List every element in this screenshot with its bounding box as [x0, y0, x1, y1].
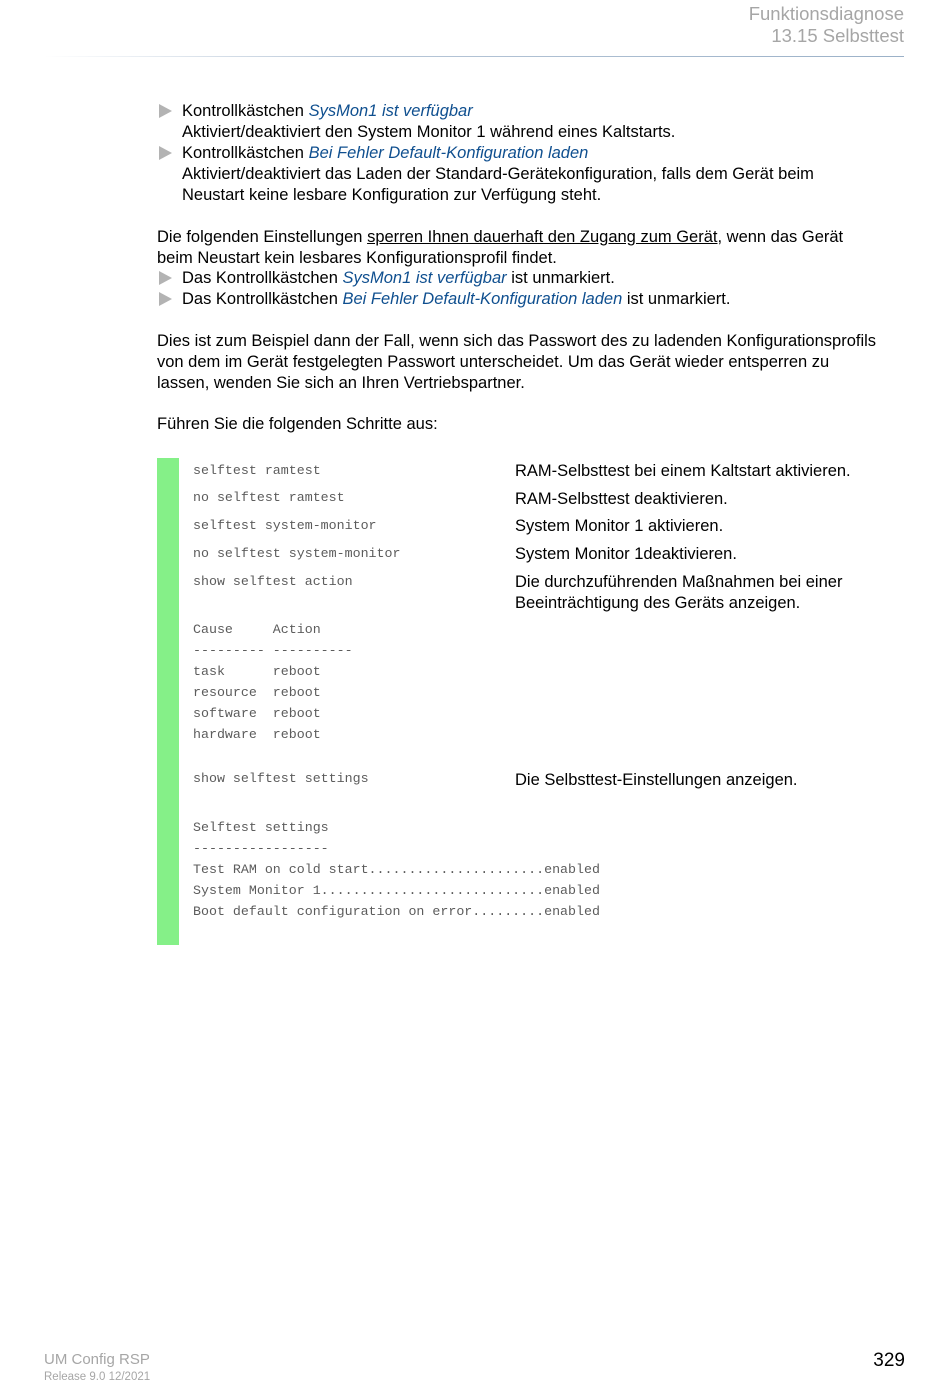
page-number: 329 [873, 1350, 905, 1371]
output-line: Test RAM on cold start......................enabled [193, 862, 600, 877]
output-line: hardware reboot [193, 727, 321, 742]
paragraph-line: von dem im Gerät festgelegten Passwort unterscheidet. Um das Gerät wieder entsperren zu [157, 353, 830, 371]
item-suffix: ist unmarkiert. [622, 290, 731, 308]
bullet-arrow-icon [159, 292, 172, 306]
bullet-prefix: Kontrollkästchen [182, 102, 309, 120]
output-line: Cause Action [193, 622, 321, 637]
paragraph-line: Dies ist zum Beispiel dann der Fall, wenn sich das Passwort des zu ladenden Konfigurationsprofils [157, 332, 877, 350]
bullet-arrow-icon [159, 271, 172, 285]
command-description: RAM-Selbsttest bei einem Kaltstart aktivieren. [515, 462, 851, 480]
bullet-term: Bei Fehler Default-Konfiguration laden [308, 144, 589, 162]
command-description: System Monitor 1 aktivieren. [515, 517, 724, 535]
header-section: 13.15 Selbsttest [771, 25, 904, 46]
footer-doc-title: UM Config RSP [44, 1351, 150, 1368]
output-line: System Monitor 1............................enabled [193, 883, 600, 898]
warning-line: beim Neustart kein lesbares Konfigurationsprofil findet. [157, 249, 557, 267]
command: show selftest action [193, 574, 353, 589]
output-line: Selftest settings [193, 820, 329, 835]
bullet-desc-line: Aktiviert/deaktiviert das Laden der Standard-Gerätekonfiguration, falls dem Gerät beim [182, 165, 814, 183]
output-line: task reboot [193, 664, 321, 679]
footer-release: Release 9.0 12/2021 [44, 1371, 151, 1383]
paragraph-line: lassen, wenden Sie sich an Ihren Vertriebspartner. [157, 374, 525, 392]
command-description: Die durchzuführenden Maßnahmen bei einer [515, 573, 843, 591]
output-line: --------- ---------- [193, 643, 353, 658]
command-description: System Monitor 1deaktivieren. [515, 545, 737, 563]
item-term: Bei Fehler Default-Konfiguration laden [342, 290, 623, 308]
warning-item [182, 268, 615, 289]
warning-line [157, 227, 843, 248]
warning-underlined: sperren Ihnen dauerhaft den Zugang zum Gerät [367, 228, 718, 246]
bullet-prefix: Kontrollkästchen [182, 144, 309, 162]
bullet-desc-line: Aktiviert/deaktiviert den System Monitor 1 während eines Kaltstarts. [182, 123, 676, 141]
bullet-desc-line: Neustart keine lesbare Konfiguration zur Verfügung steht. [182, 186, 602, 204]
command-description: RAM-Selbsttest deaktivieren. [515, 490, 728, 508]
header-divider [44, 56, 904, 57]
bullet-arrow-icon [159, 146, 172, 160]
command: selftest ramtest [193, 463, 321, 478]
command: no selftest ramtest [193, 490, 345, 505]
command-block-marker [157, 458, 179, 945]
warning-text: Die folgenden Einstellungen [157, 228, 368, 246]
command-description: Beeinträchtigung des Geräts anzeigen. [515, 594, 801, 612]
bullet-default-config [182, 143, 588, 164]
bullet-arrow-icon [159, 104, 172, 118]
output-line: resource reboot [193, 685, 321, 700]
item-prefix: Das Kontrollkästchen [182, 269, 343, 287]
bullet-sysmon1 [182, 101, 473, 122]
header-chapter: Funktionsdiagnose [748, 3, 904, 24]
command: show selftest settings [193, 771, 369, 786]
steps-intro: Führen Sie die folgenden Schritte aus: [157, 415, 438, 433]
bullet-term: SysMon1 ist verfügbar [308, 102, 473, 120]
item-prefix: Das Kontrollkästchen [182, 290, 343, 308]
command-description: Die Selbsttest-Einstellungen anzeigen. [515, 771, 798, 789]
command: no selftest system-monitor [193, 546, 401, 561]
warning-text: , wenn das Gerät [717, 228, 844, 246]
item-suffix: ist unmarkiert. [506, 269, 615, 287]
item-term: SysMon1 ist verfügbar [342, 269, 507, 287]
output-line: Boot default configuration on error.........enabled [193, 904, 600, 919]
command: selftest system-monitor [193, 518, 377, 533]
output-line: ----------------- [193, 841, 329, 856]
output-line: software reboot [193, 706, 321, 721]
warning-item [182, 289, 730, 310]
